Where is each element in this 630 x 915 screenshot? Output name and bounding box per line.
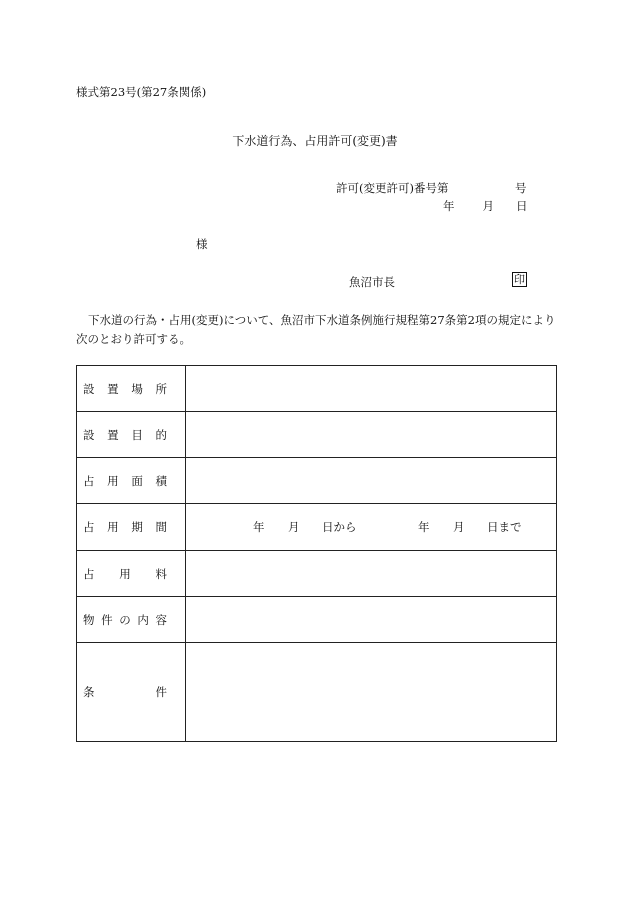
table-row: [77, 504, 557, 551]
row-label: 占 用 期 間: [77, 504, 186, 551]
occupancy-period-field[interactable]: [186, 504, 557, 551]
row-label: 設 置 場 所: [77, 366, 186, 412]
occupied-area-field[interactable]: [186, 458, 557, 504]
issuer-name: 魚沼市長: [349, 275, 395, 289]
installation-purpose-field[interactable]: [186, 412, 557, 458]
form-number: 様式第23号(第27条関係): [76, 85, 207, 99]
row-label: 条 件: [77, 643, 186, 742]
period-end-month: 月: [453, 520, 465, 534]
table-row: [77, 458, 557, 504]
period-start-day: 日から: [322, 520, 357, 534]
period-end-day: 日まで: [487, 520, 522, 534]
table-row: [77, 597, 557, 643]
date-day: 日: [516, 199, 528, 213]
row-label: 占 用 面 積: [77, 458, 186, 504]
row-label: 設 置 目 的: [77, 412, 186, 458]
property-contents-field[interactable]: [186, 597, 557, 643]
installation-location-field[interactable]: [186, 366, 557, 412]
table-row: [77, 643, 557, 742]
row-label: 物 件 の 内 容: [77, 597, 186, 643]
document-title: 下水道行為、占用許可(変更)書: [232, 134, 398, 148]
issue-date: [443, 198, 528, 214]
conditions-field[interactable]: [186, 643, 557, 742]
date-month: 月: [482, 199, 494, 213]
period-start-year: 年: [253, 520, 265, 534]
table-row: [77, 551, 557, 597]
table-row: [77, 412, 557, 458]
seal-mark: 印: [514, 273, 525, 286]
period-end-year: 年: [418, 520, 430, 534]
period-start-month: 月: [288, 520, 300, 534]
permit-form-table: [76, 365, 557, 742]
table-row: [77, 366, 557, 412]
addressee-suffix: 様: [196, 237, 208, 251]
body-text: 下水道の行為・占用(変更)について、魚沼市下水道条例施行規程第27条第2項の規定により次のとおり許可する。: [76, 313, 556, 346]
permit-number-label: 許可(変更許可)番号第: [336, 181, 449, 195]
row-label: 占 用 料: [77, 551, 186, 597]
permit-number-suffix: 号: [515, 181, 527, 195]
date-year: 年: [443, 199, 455, 213]
occupancy-fee-field[interactable]: [186, 551, 557, 597]
